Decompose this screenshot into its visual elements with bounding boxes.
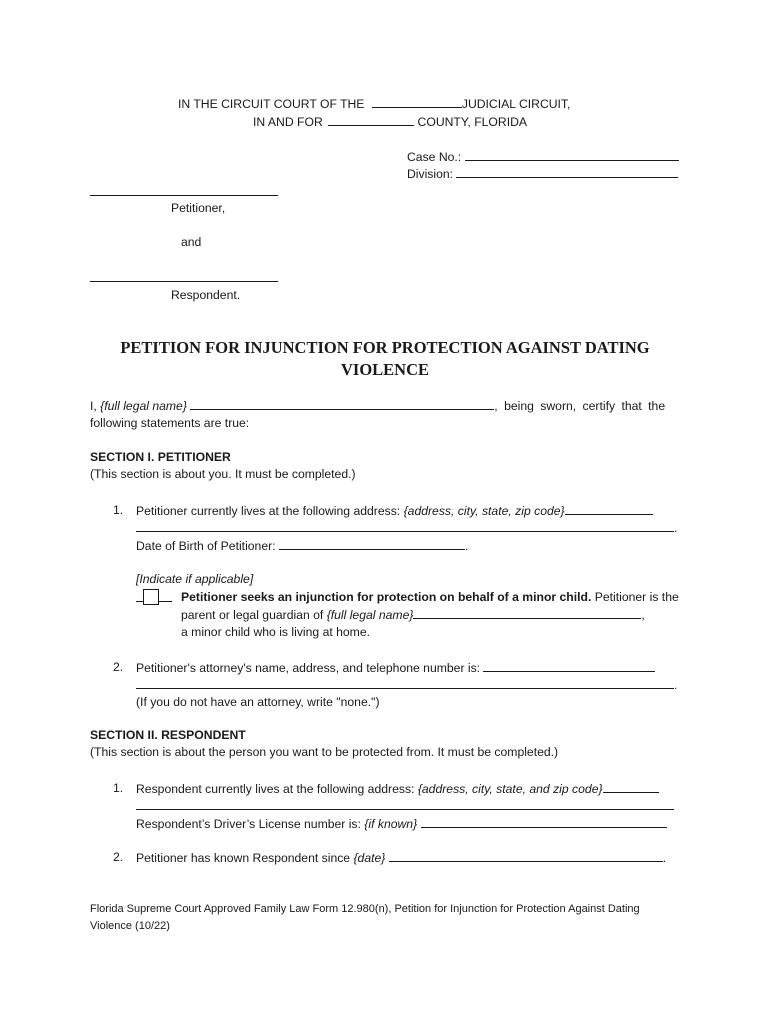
s2-item2-line bbox=[136, 849, 666, 866]
case-no-line bbox=[407, 148, 679, 165]
dl-label: Respondent’s Driver’s License number is: bbox=[136, 817, 361, 831]
attorney-info-field-2[interactable] bbox=[136, 676, 674, 689]
form-title-line2: VIOLENCE bbox=[340, 360, 430, 379]
s1-item1-number: 1. bbox=[113, 503, 124, 517]
division-line bbox=[407, 165, 678, 182]
dob-label: Date of Birth of Petitioner: bbox=[136, 539, 276, 553]
attorney-info-field[interactable] bbox=[483, 659, 655, 672]
s1-item2-line bbox=[136, 659, 655, 676]
respondent-address-field[interactable] bbox=[603, 780, 659, 793]
s1-item1-line bbox=[136, 502, 653, 519]
s2-item2-text: Petitioner has known Respondent since bbox=[136, 851, 351, 865]
s2-item1-text: Respondent currently lives at the following address: bbox=[136, 782, 415, 796]
s2-item2-hint: {date} bbox=[353, 851, 386, 865]
s2-item2-end: . bbox=[662, 851, 667, 865]
s2-item1-line2 bbox=[136, 797, 674, 814]
county-suffix: COUNTY, FLORIDA bbox=[417, 115, 528, 129]
s2-item1-hint: {address, city, state, and zip code} bbox=[417, 782, 603, 796]
minor-checkbox-line bbox=[136, 589, 172, 606]
s1-item2-text: Petitioner's attorney's name, address, and telephone number is: bbox=[136, 661, 481, 675]
section1-heading: SECTION I. PETITIONER bbox=[90, 450, 231, 464]
judicial-circuit-field[interactable] bbox=[372, 95, 462, 108]
section2-heading: SECTION II. RESPONDENT bbox=[90, 728, 246, 742]
county-line bbox=[253, 113, 527, 130]
dob-end: . bbox=[464, 539, 469, 553]
respondent-name-field[interactable] bbox=[90, 281, 278, 282]
petitioner-name-field[interactable] bbox=[90, 195, 278, 196]
dl-line bbox=[136, 815, 667, 832]
minor-line1 bbox=[181, 589, 679, 605]
minor-line2-hint: {full legal name} bbox=[326, 608, 414, 622]
indicate-note: [Indicate if applicable] bbox=[136, 572, 254, 586]
and-label: and bbox=[181, 235, 202, 249]
division-label: Division: bbox=[407, 167, 454, 181]
minor-child-checkbox[interactable] bbox=[143, 589, 159, 605]
intro-line2: following statements are true: bbox=[90, 416, 250, 430]
case-no-label: Case No.: bbox=[407, 150, 462, 164]
minor-bold-text: Petitioner seeks an injunction for protection on behalf of a minor child. bbox=[181, 590, 592, 604]
s1-item2-line2 bbox=[136, 676, 677, 693]
intro-hint: {full legal name} bbox=[100, 399, 187, 413]
dob-field[interactable] bbox=[279, 537, 465, 550]
county-prefix: IN AND FOR bbox=[253, 115, 323, 129]
division-field[interactable] bbox=[456, 165, 678, 178]
attorney-note: (If you do not have an attorney, write "none.") bbox=[136, 695, 380, 709]
minor-line2-prefix: parent or legal guardian of bbox=[181, 608, 324, 622]
intro-prefix: I, bbox=[90, 399, 97, 413]
s2-item2-number: 2. bbox=[113, 850, 124, 864]
county-field[interactable] bbox=[328, 113, 414, 126]
form-title-line1: PETITION FOR INJUNCTION FOR PROTECTION AGAINST DATING bbox=[120, 338, 650, 357]
minor-child-name-field[interactable] bbox=[413, 606, 641, 619]
petitioner-address-field-2[interactable] bbox=[136, 519, 674, 532]
drivers-license-field[interactable] bbox=[421, 815, 667, 828]
case-no-field[interactable] bbox=[465, 148, 679, 161]
form-footer bbox=[90, 901, 680, 935]
petitioner-label: Petitioner, bbox=[171, 201, 226, 215]
footer-line2: Violence (10/22) bbox=[90, 920, 170, 932]
checkbox-underline-right bbox=[159, 589, 172, 602]
s2-item1-line bbox=[136, 780, 659, 797]
minor-line2-end: , bbox=[641, 608, 645, 622]
known-since-field[interactable] bbox=[389, 849, 663, 862]
dob-line bbox=[136, 537, 468, 554]
checkbox-underline-left bbox=[136, 589, 143, 602]
respondent-label: Respondent. bbox=[171, 288, 241, 302]
section1-note: (This section is about you. It must be completed.) bbox=[90, 467, 356, 481]
section2-note: (This section is about the person you want to be protected from. It must be completed.) bbox=[90, 745, 559, 759]
minor-text: Petitioner is the bbox=[594, 590, 679, 604]
s1-item2-line2-end: . bbox=[674, 678, 678, 692]
s1-item1-line2 bbox=[136, 519, 677, 536]
respondent-address-field-2[interactable] bbox=[136, 797, 674, 810]
footer-line1: Florida Supreme Court Approved Family Law Form 12.980(n), Petition for Injunction for Protection Against Dating bbox=[90, 903, 640, 915]
intro-suffix: , being sworn, certify that the bbox=[494, 399, 666, 413]
full-legal-name-field[interactable] bbox=[190, 397, 494, 410]
dl-hint: {if known} bbox=[364, 817, 418, 831]
s1-item2-number: 2. bbox=[113, 660, 124, 674]
court-suffix: JUDICIAL CIRCUIT, bbox=[461, 97, 571, 111]
court-prefix: IN THE CIRCUIT COURT OF THE bbox=[178, 97, 365, 111]
s1-item1-text: Petitioner currently lives at the following address: bbox=[136, 504, 401, 518]
minor-line2 bbox=[181, 606, 645, 623]
s1-item1-hint: {address, city, state, zip code} bbox=[403, 504, 565, 518]
minor-line3: a minor child who is living at home. bbox=[181, 625, 370, 639]
court-line bbox=[178, 95, 570, 112]
petitioner-address-field[interactable] bbox=[565, 502, 653, 515]
s2-item1-number: 1. bbox=[113, 781, 124, 795]
intro-line bbox=[90, 397, 680, 414]
s1-item1-line2-end: . bbox=[674, 521, 678, 535]
